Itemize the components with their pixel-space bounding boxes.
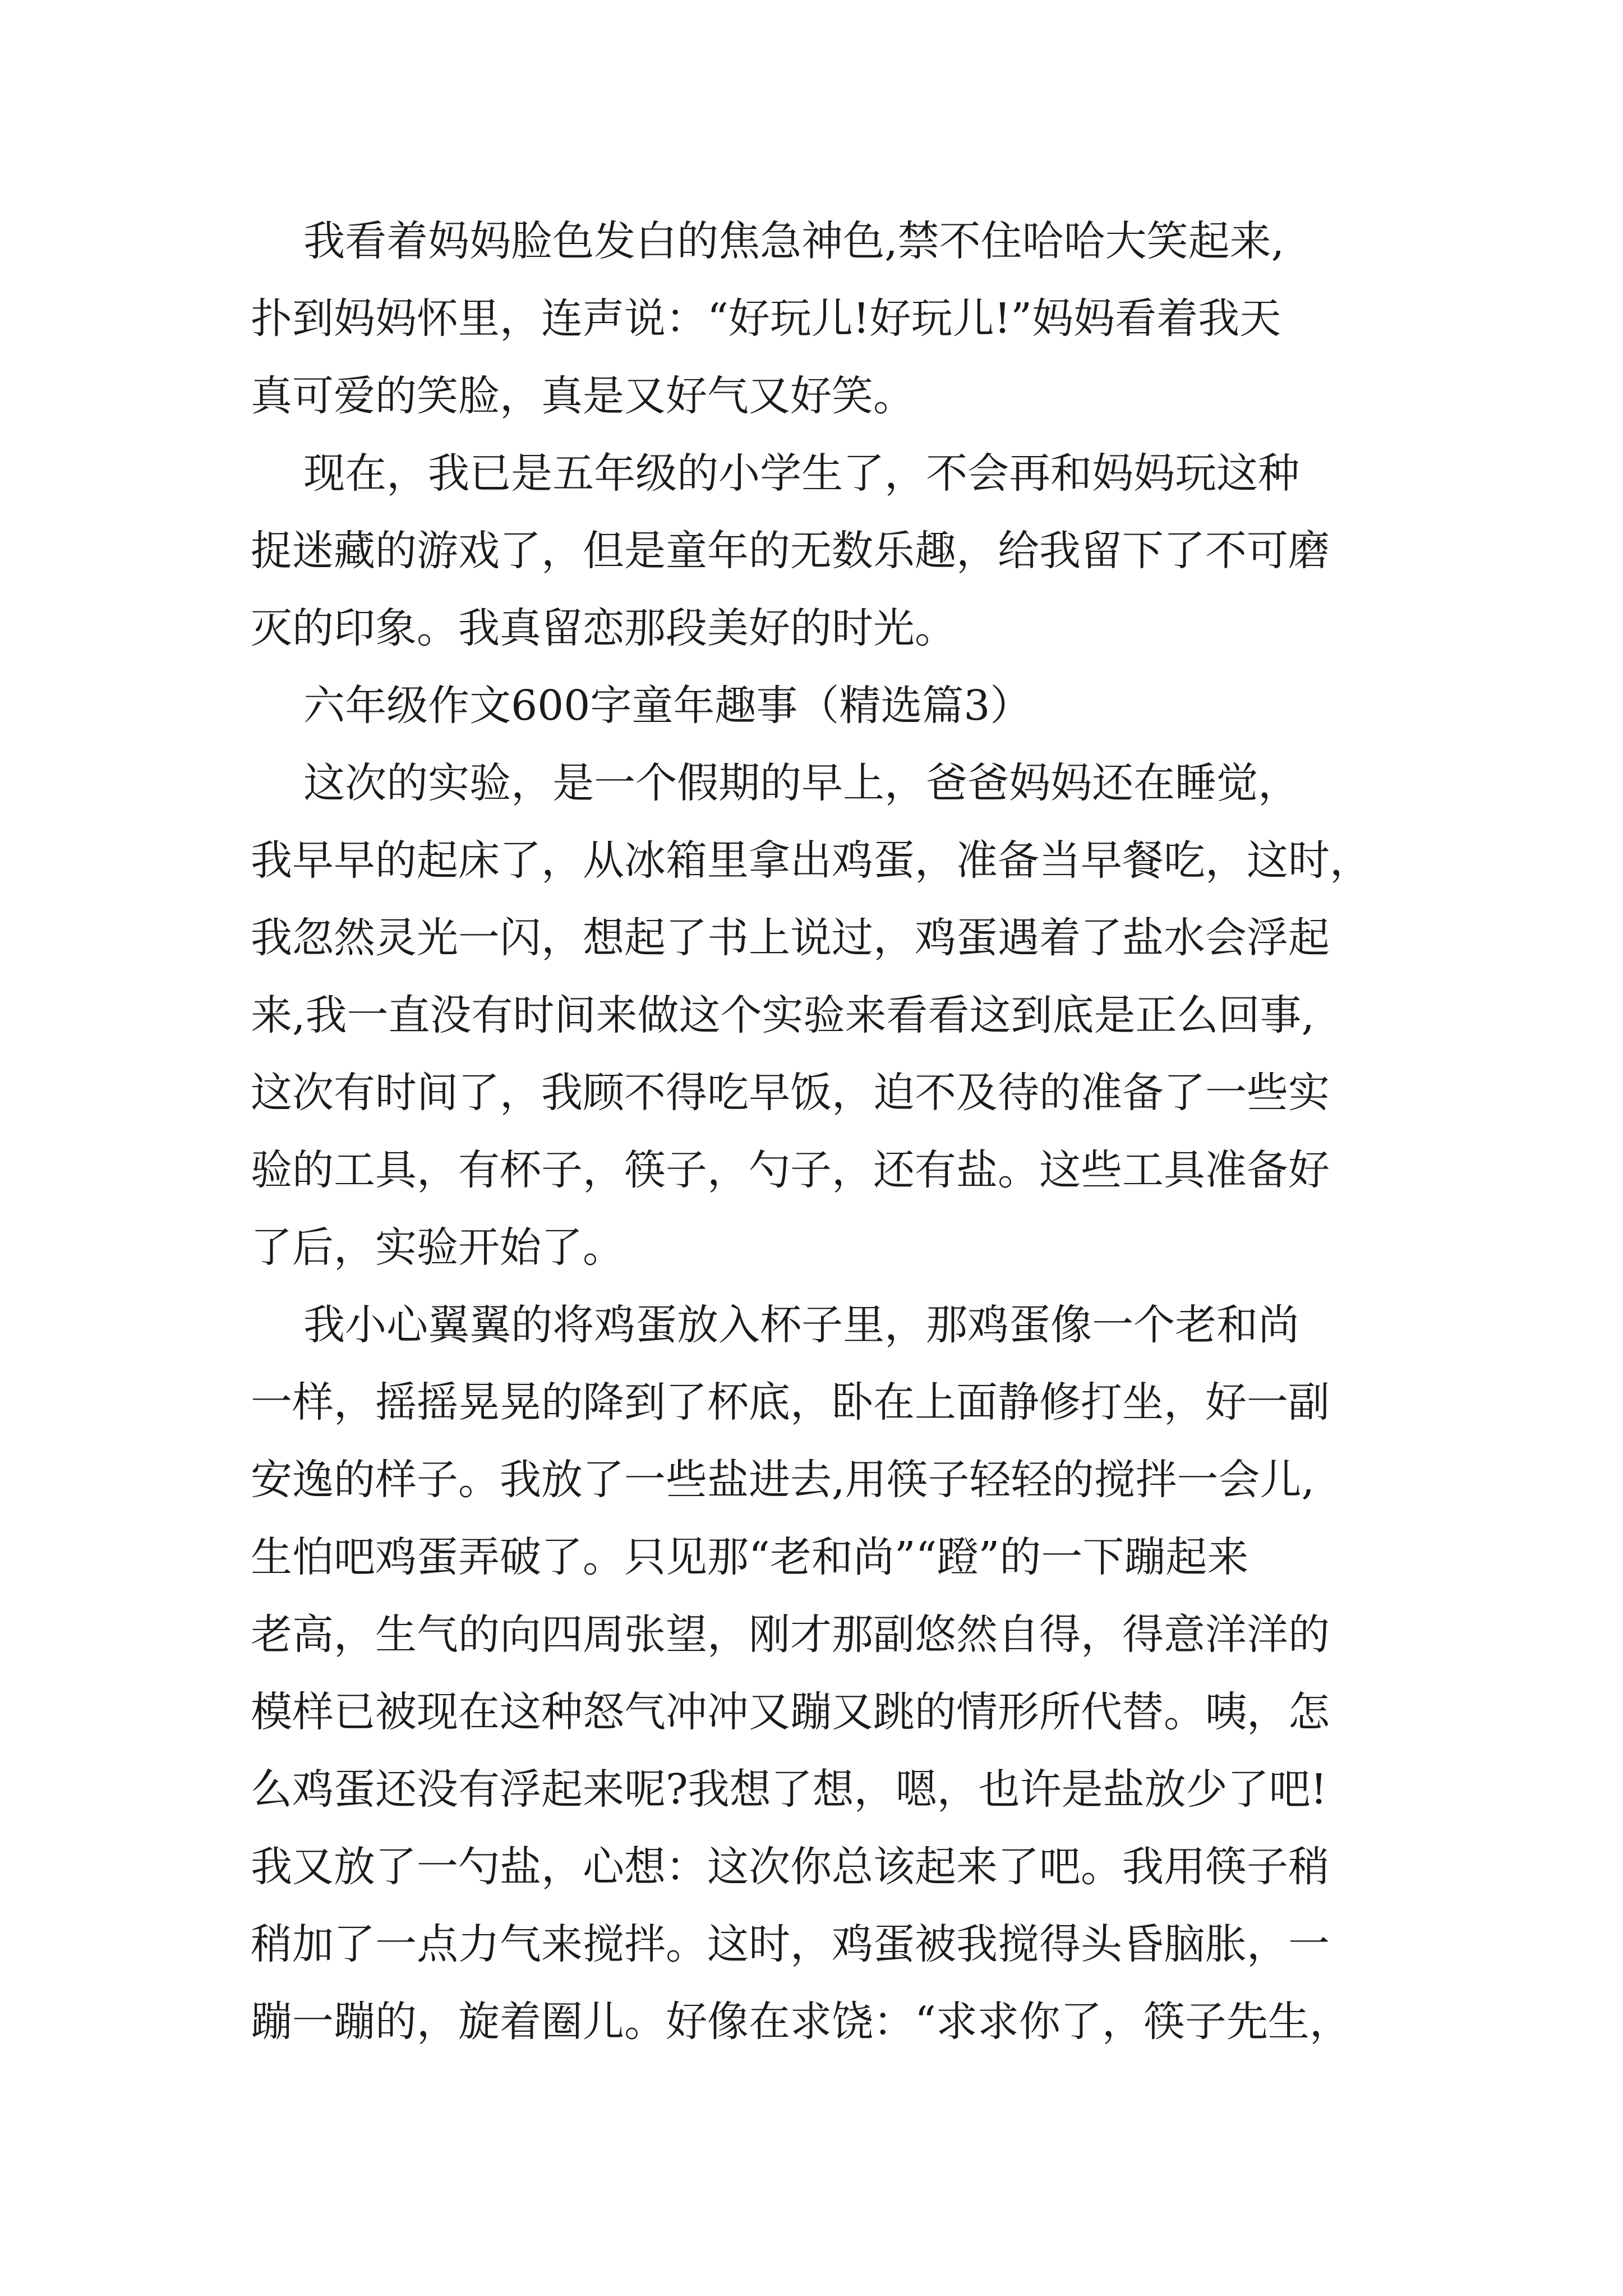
- text-line: 一样，摇摇晃晃的降到了杯底，卧在上面静修打坐，好一副: [251, 1378, 1330, 1427]
- text-line: 我看着妈妈脸色发白的焦急神色,禁不住哈哈大笑起来,: [251, 217, 1285, 265]
- text-line: 稍加了一点力气来搅拌。这时，鸡蛋被我搅得头昏脑胀，一: [251, 1920, 1330, 1968]
- text-line: 我小心翼翼的将鸡蛋放入杯子里，那鸡蛋像一个老和尚: [251, 1301, 1300, 1349]
- text-line: 么鸡蛋还没有浮起来呢?我想了想，嗯，也许是盐放少了吧!: [251, 1765, 1327, 1814]
- text-line: 蹦一蹦的，旋着圈儿。好像在求饶：“求求你了，筷子先生，: [251, 1998, 1351, 2046]
- text-line: 安逸的样子。我放了一些盐进去,用筷子轻轻的搅拌一会儿,: [251, 1456, 1315, 1504]
- section-heading: 六年级作文600字童年趣事（精选篇3）: [251, 682, 1032, 730]
- text-line: 了后，实验开始了。: [251, 1223, 624, 1272]
- text-line: 我忽然灵光一闪，想起了书上说过，鸡蛋遇着了盐水会浮起: [251, 914, 1330, 962]
- text-line: 模样已被现在这种怒气冲冲又蹦又跳的情形所代替。咦，怎: [251, 1688, 1330, 1736]
- text-line: 扑到妈妈怀里，连声说：“好玩儿!好玩儿!”妈妈看着我天: [251, 295, 1281, 343]
- text-line: 我又放了一勺盐，心想：这次你总该起来了吧。我用筷子稍: [251, 1843, 1330, 1891]
- text-line: 灭的印象。我真留恋那段美好的时光。: [251, 604, 956, 652]
- text-line: 这次的实验，是一个假期的早上，爸爸妈妈还在睡觉，: [251, 759, 1300, 807]
- text-line: 来,我一直没有时间来做这个实验来看看这到底是正么回事,: [251, 991, 1315, 1039]
- text-line: 现在，我已是五年级的小学生了，不会再和妈妈玩这种: [251, 449, 1300, 498]
- text-line: 真可爱的笑脸，真是又好气又好笑。: [251, 372, 915, 420]
- text-line: 捉迷藏的游戏了，但是童年的无数乐趣，给我留下了不可磨: [251, 527, 1330, 575]
- text-line: 这次有时间了，我顾不得吃早饭，迫不及待的准备了一些实: [251, 1069, 1330, 1117]
- text-line: 验的工具，有杯子，筷子，勺子，还有盐。这些工具准备好: [251, 1146, 1330, 1194]
- text-line: 生怕吧鸡蛋弄破了。只见那“老和尚”“蹬”的一下蹦起来: [251, 1533, 1249, 1581]
- text-line: 老高，生气的向四周张望，刚才那副悠然自得，得意洋洋的: [251, 1611, 1330, 1659]
- text-line: 我早早的起床了，从冰箱里拿出鸡蛋，准备当早餐吃，这时，: [251, 836, 1371, 885]
